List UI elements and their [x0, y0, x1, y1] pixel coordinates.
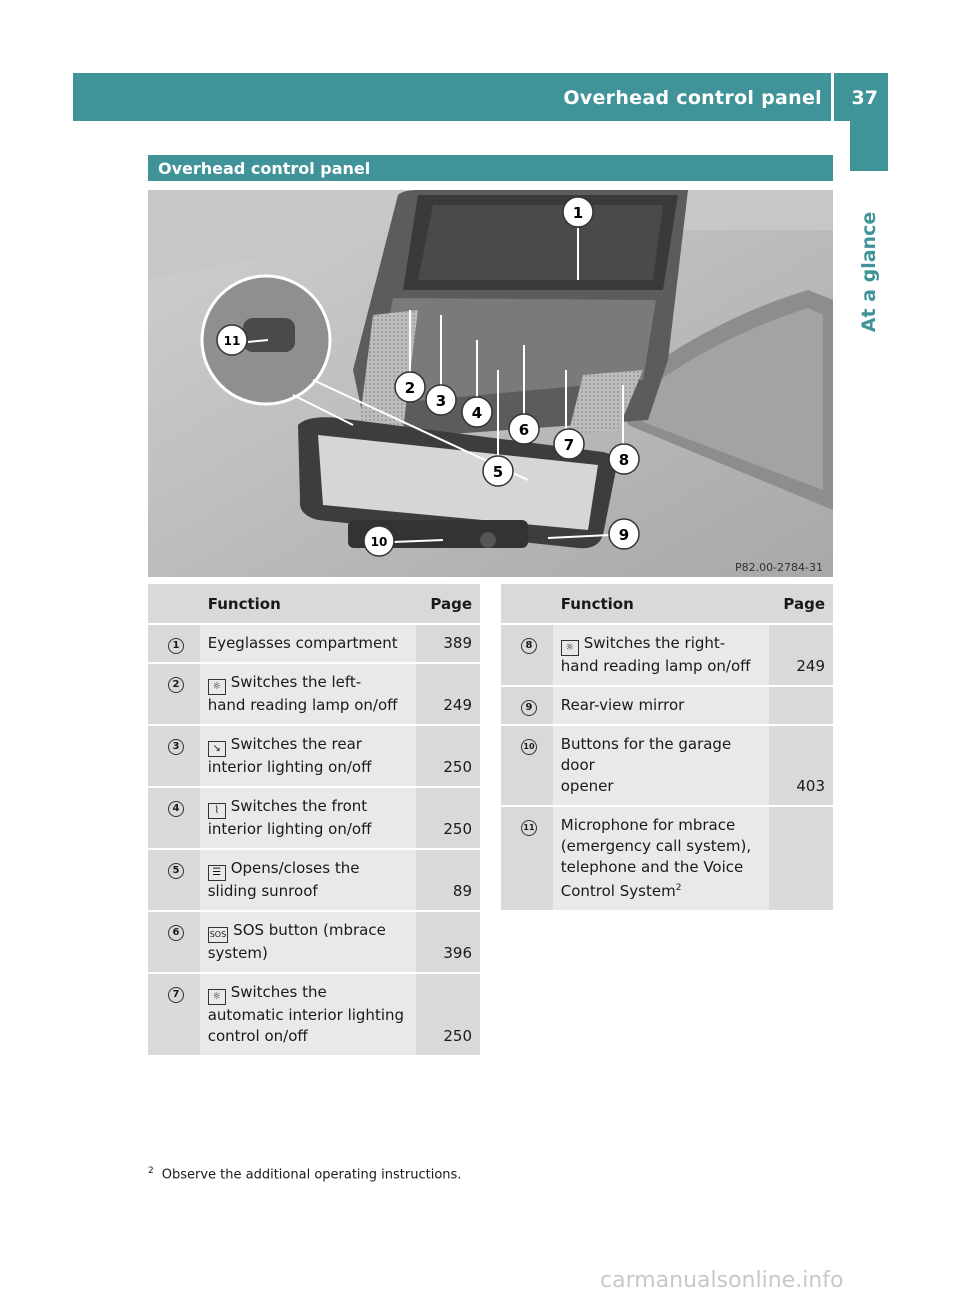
- row-text: Buttons for the garage door: [560, 735, 732, 774]
- callout-2-label: 2: [404, 379, 416, 397]
- row-function: [200, 787, 416, 849]
- row-function: [553, 686, 769, 725]
- row-number-badge: 2: [168, 677, 184, 693]
- table-row: [148, 663, 480, 725]
- header-function: Function: [553, 584, 769, 624]
- table-row: [148, 849, 480, 911]
- callout-2: [395, 372, 425, 402]
- callout-9-label: 9: [618, 526, 630, 544]
- row-text: automatic interior lighting: [207, 1006, 405, 1024]
- footnote: [148, 1166, 461, 1182]
- row-text: control on/off: [207, 1027, 308, 1045]
- running-header: [73, 73, 888, 121]
- row-number: [501, 686, 553, 725]
- header-divider: [831, 73, 834, 121]
- row-number-badge: 4: [168, 801, 184, 817]
- row-text: interior lighting on/off: [207, 820, 372, 838]
- row-number: [148, 787, 200, 849]
- row-text: hand reading lamp on/off: [560, 657, 751, 675]
- row-text: interior lighting on/off: [207, 758, 372, 776]
- row-page: 403: [769, 725, 833, 806]
- row-page: 389: [416, 624, 480, 663]
- row-page: [769, 806, 833, 911]
- row-number-badge: 3: [168, 739, 184, 755]
- callout-6: [509, 414, 539, 444]
- row-text: Opens/closes the: [230, 859, 360, 877]
- callout-1-label: 1: [572, 204, 584, 222]
- row-text: Switches the rear: [230, 735, 362, 753]
- table-row: [501, 686, 833, 725]
- row-text: Switches the: [230, 983, 327, 1001]
- overhead-panel-illustration: [148, 190, 833, 577]
- table-row: [501, 806, 833, 911]
- row-number: [501, 624, 553, 686]
- row-page: 249: [416, 663, 480, 725]
- row-text: sliding sunroof: [207, 882, 318, 900]
- running-header-title: Overhead control panel: [563, 87, 822, 109]
- table-row: [501, 624, 833, 686]
- row-number-badge: 6: [168, 925, 184, 941]
- table-row: [148, 973, 480, 1056]
- chapter-label: At a glance: [858, 211, 880, 333]
- row-number-badge: 9: [521, 700, 537, 716]
- row-function: [200, 725, 416, 787]
- callout-4: [462, 397, 492, 427]
- row-number-badge: 8: [521, 638, 537, 654]
- row-page: 250: [416, 973, 480, 1056]
- table-row: [148, 624, 480, 663]
- row-text: opener: [560, 777, 614, 795]
- callout-10: [364, 526, 394, 556]
- footnote-mark: 2: [148, 1166, 154, 1176]
- row-function: [200, 973, 416, 1056]
- table-row: [148, 787, 480, 849]
- row-text: Eyeglasses compartment: [207, 634, 398, 652]
- row-function: [553, 624, 769, 686]
- footnote-ref[interactable]: 2: [675, 883, 682, 893]
- row-function: [200, 624, 416, 663]
- callout-1: [563, 197, 593, 227]
- row-text: Switches the right-: [583, 634, 726, 652]
- table-header-row: [501, 584, 833, 624]
- row-number: [148, 849, 200, 911]
- row-page: [769, 686, 833, 725]
- row-text: telephone and the Voice: [560, 858, 744, 876]
- section-title: Overhead control panel: [158, 159, 371, 178]
- sos-icon: SOS: [208, 927, 228, 943]
- chapter-tab: [850, 121, 888, 171]
- row-text: system): [207, 944, 268, 962]
- row-text: SOS button (mbrace: [233, 921, 386, 939]
- sunroof-icon: ☰: [208, 865, 226, 881]
- row-function: [200, 849, 416, 911]
- reading-lamp-icon: ☼: [561, 640, 579, 656]
- section-heading: [148, 155, 833, 181]
- row-page: 250: [416, 725, 480, 787]
- callout-11-label: 11: [223, 334, 241, 348]
- row-number-badge: 5: [168, 863, 184, 879]
- header-num-cell: [148, 584, 200, 624]
- row-function: [553, 806, 769, 911]
- callout-3-label: 3: [435, 392, 447, 410]
- rear-light-icon: ↘: [208, 741, 226, 757]
- row-number-badge: 1: [168, 638, 184, 654]
- callout-9: [609, 519, 639, 549]
- front-light-icon: ⌇: [208, 803, 226, 819]
- callout-5: [483, 456, 513, 486]
- callout-7-label: 7: [563, 436, 575, 454]
- row-text: Control System: [560, 882, 676, 900]
- row-number-badge: 10: [521, 739, 537, 755]
- header-function: Function: [200, 584, 416, 624]
- row-page: 89: [416, 849, 480, 911]
- row-text: Switches the front: [230, 797, 368, 815]
- row-number: [148, 725, 200, 787]
- row-text: Microphone for mbrace: [560, 816, 736, 834]
- function-table-right: [501, 584, 833, 912]
- row-function: [553, 725, 769, 806]
- function-table-left: [148, 584, 480, 1057]
- callout-8-label: 8: [618, 451, 630, 469]
- row-number: [148, 624, 200, 663]
- table-row: [501, 725, 833, 806]
- row-text: (emergency call system),: [560, 837, 752, 855]
- callout-7: [554, 429, 584, 459]
- row-number: [148, 911, 200, 973]
- row-number-badge: 7: [168, 987, 184, 1003]
- watermark: carmanualsonline.info: [600, 1268, 844, 1293]
- row-page: 396: [416, 911, 480, 973]
- table-row: [148, 725, 480, 787]
- overhead-panel-photo: [148, 190, 833, 577]
- header-page: Page: [769, 584, 833, 624]
- footnote-text: Observe the additional operating instructions.: [161, 1167, 462, 1183]
- table-header-row: [148, 584, 480, 624]
- callout-10-label: 10: [370, 535, 388, 549]
- callout-5-label: 5: [492, 463, 504, 481]
- row-function: [200, 911, 416, 973]
- row-text: Rear-view mirror: [560, 696, 685, 714]
- figure-code: P82.00-2784-31: [734, 561, 823, 574]
- row-number-badge: 11: [521, 820, 537, 836]
- callout-4-label: 4: [471, 404, 483, 422]
- row-number: [501, 806, 553, 911]
- auto-light-icon: ☼: [208, 989, 226, 1005]
- row-function: [200, 663, 416, 725]
- callout-3: [426, 385, 456, 415]
- page-number: 37: [851, 87, 878, 109]
- callout-11: [217, 325, 247, 355]
- row-number: [148, 663, 200, 725]
- header-page: Page: [416, 584, 480, 624]
- callout-6-label: 6: [518, 421, 530, 439]
- row-number: [501, 725, 553, 806]
- row-number: [148, 973, 200, 1056]
- header-num-cell: [501, 584, 553, 624]
- callout-8: [609, 444, 639, 474]
- row-text: Switches the left-: [230, 673, 362, 691]
- row-page: 249: [769, 624, 833, 686]
- reading-lamp-icon: ☼: [208, 679, 226, 695]
- table-row: [148, 911, 480, 973]
- row-text: hand reading lamp on/off: [207, 696, 398, 714]
- row-page: 250: [416, 787, 480, 849]
